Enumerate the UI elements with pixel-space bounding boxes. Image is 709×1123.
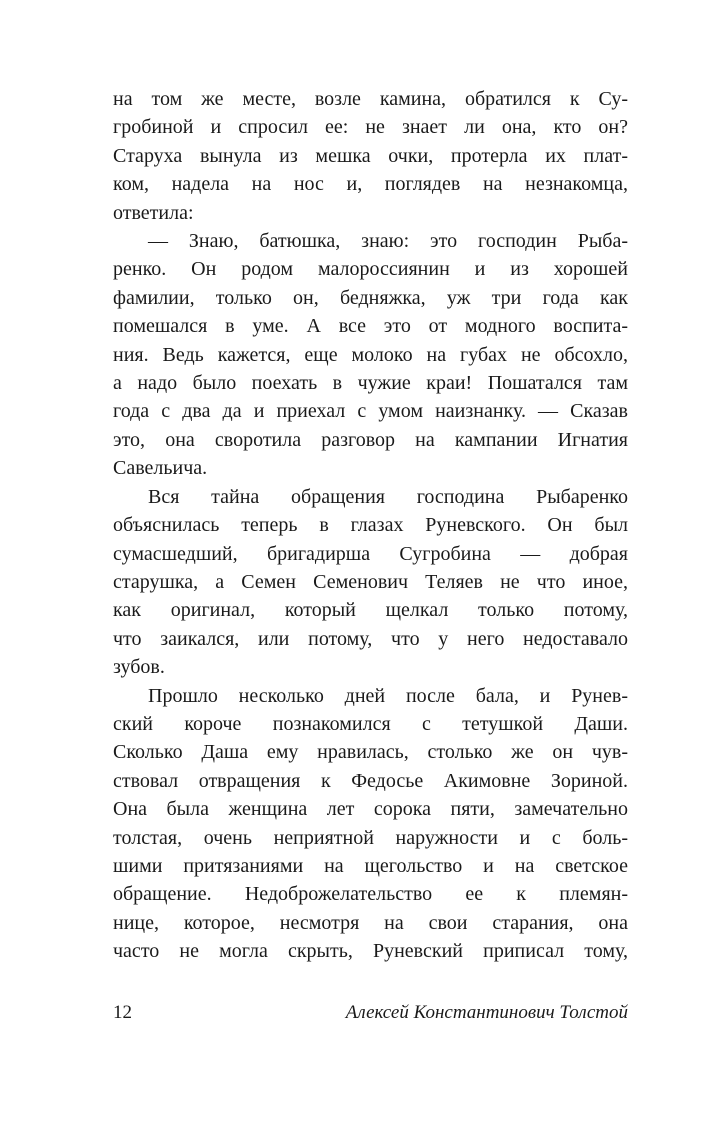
text-line: сумасшедший, бригадирша Сугробина — добрая: [113, 542, 628, 565]
text-line: ком, надела на нос и, поглядев на незнакомца,: [113, 173, 628, 196]
text-line: что заикался, или потому, что у него недоставало: [113, 627, 628, 650]
text-line: это, она своротила разговор на кампании Игнатия: [113, 428, 628, 451]
text-line: ский короче познакомился с тетушкой Даши.: [113, 712, 628, 735]
text-line: старушка, а Семен Семенович Теляев не что иное,: [113, 570, 628, 593]
text-line: Старуха вынула из мешка очки, протерла их плат-: [113, 144, 628, 167]
page-text: [113, 85, 628, 966]
text-line: Она была женщина лет сорока пяти, замечательно: [113, 798, 628, 821]
text-line: шими притязаниями на щегольство и на светское: [113, 854, 628, 877]
text-line: а надо было поехать в чужие краи! Пошатался там: [113, 372, 628, 395]
text-line: ствовал отвращения к Федосье Акимовне Зориной.: [113, 769, 628, 792]
text-line: гробиной и спросил ее: не знает ли она, кто он?: [113, 116, 628, 139]
text-line: нице, которое, несмотря на свои старания, она: [113, 911, 628, 934]
text-line: — Знаю, батюшка, знаю: это господин Рыба-: [148, 230, 628, 253]
text-line: на том же месте, возле камина, обратился к Су-: [113, 88, 628, 110]
text-line: ренко. Он родом малороссиянин и из хорошей: [113, 258, 628, 281]
page-footer: [113, 1001, 628, 1025]
text-line: часто не могла скрыть, Руневский приписал тому,: [113, 940, 628, 963]
text-line: ответила:: [113, 201, 194, 224]
text-line: ния. Ведь кажется, еще молоко на губах не обсохло,: [113, 343, 628, 366]
text-line: объяснилась теперь в глазах Руневского. Он был: [113, 514, 628, 537]
text-line: Вся тайна обращения господина Рыбаренко: [148, 485, 628, 508]
page-number: 12: [113, 1002, 132, 1023]
text-line: Сколько Даша ему нравилась, столько же он чув-: [113, 741, 628, 764]
text-line: зубов.: [113, 656, 165, 679]
text-line: года с два да и приехал с умом наизнанку. — Сказав: [113, 400, 628, 423]
text-line: помешался в уме. А все это от модного воспита-: [113, 315, 628, 338]
text-line: фамилии, только он, бедняжка, уж три года как: [113, 286, 628, 309]
text-line: Савельича.: [113, 457, 208, 480]
text-line: как оригинал, который щелкал только потому,: [113, 599, 628, 622]
running-author: Алексей Константинович Толстой: [345, 1002, 628, 1023]
text-line: толстая, очень неприятной наружности и с боль-: [113, 826, 628, 849]
text-line: Прошло несколько дней после бала, и Рунев-: [148, 684, 628, 707]
text-line: обращение. Недоброжелательство ее к племян-: [113, 883, 628, 906]
